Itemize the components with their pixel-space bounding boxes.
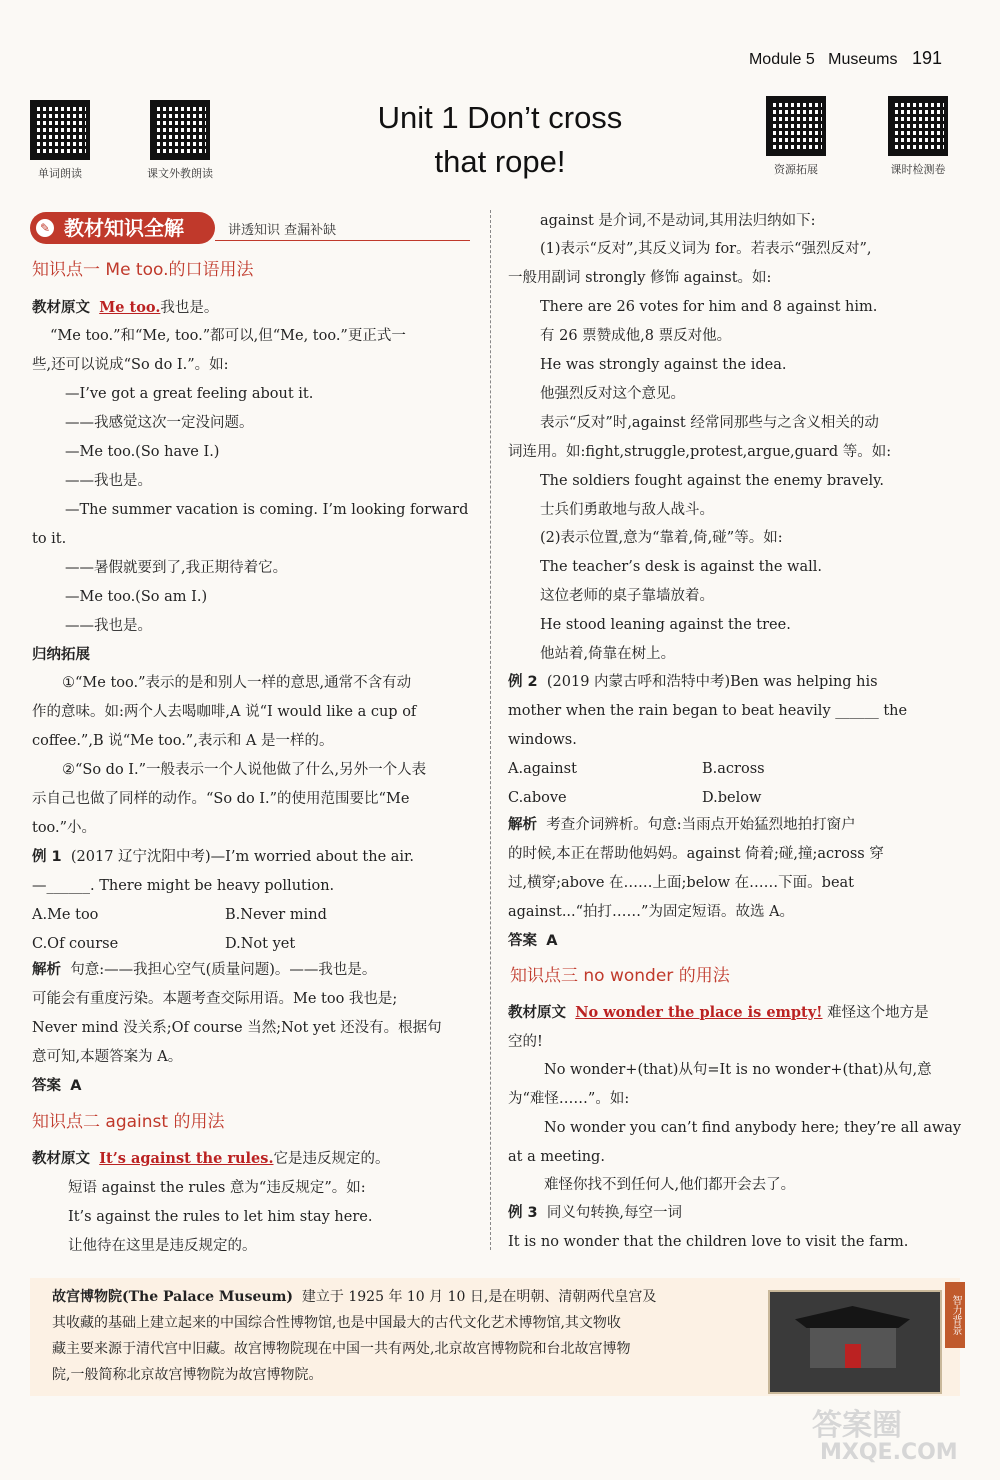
answer-line: 答案 A xyxy=(32,1078,82,1094)
text-line: —I’ve got a great feeling about it. xyxy=(65,386,314,402)
banner-subtitle: 讲透知识 查漏补缺 xyxy=(228,223,337,238)
text-line: 为“难怪……”。如: xyxy=(508,1091,630,1107)
analysis-line: 解析 句意:——我担心空气(质量问题)。——我也是。 xyxy=(32,962,377,978)
text-line: 的时候,本正在帮助他妈妈。against 倚着;碰,撞;across 穿 xyxy=(508,846,884,862)
qr-label: 资源拓展 xyxy=(774,163,818,176)
text-line: 教材原文 Me too.我也是。 xyxy=(32,299,219,316)
text-line: 作的意味。如:两个人去喝咖啡,A 说“I would like a cup of xyxy=(32,704,417,720)
text-line: No wonder you can’t find anybody here; they’re all away xyxy=(544,1120,962,1136)
text-line: against...“拍打……”为固定短语。故选 A。 xyxy=(508,904,795,920)
knowledge-point-heading: 知识点二 against 的用法 xyxy=(32,1112,225,1132)
option: A.against xyxy=(508,761,577,777)
answer-line: 答案 A xyxy=(508,933,558,949)
module-label: Module 5 xyxy=(748,51,815,68)
text-line: “Me too.”和“Me, too.”都可以,但“Me, too.”更正式一 xyxy=(50,328,406,344)
text-line: 难怪你找不到任何人,他们都开会去了。 xyxy=(544,1177,796,1193)
box-line: 院,一般简称北京故宫博物院为故宫博物院。 xyxy=(52,1367,323,1383)
text-line: 他强烈反对这个意见。 xyxy=(540,386,685,402)
text-line: 他站着,倚靠在树上。 xyxy=(540,646,676,662)
text-line: It’s against the rules to let him stay here. xyxy=(68,1209,373,1225)
option: C.Of course xyxy=(32,936,119,952)
text-line: ——我也是。 xyxy=(65,473,152,489)
text-line: 表示“反对”时,against 经常同那些与之含义相关的动 xyxy=(540,415,879,431)
option: D.Not yet xyxy=(225,936,296,952)
text-line: ——我也是。 xyxy=(65,618,152,634)
box-line: 故宫博物院(The Palace Museum) 建立于 1925 年 10 月 10 日,是在明朝、清朝两代皇宫及 xyxy=(52,1289,657,1305)
text-line: —Me too.(So have I.) xyxy=(65,444,220,460)
text-line: —Me too.(So am I.) xyxy=(65,589,208,605)
text-line: 有 26 票赞成他,8 票反对他。 xyxy=(540,328,732,344)
text-line: No wonder+(that)从句=It is no wonder+(that)从句,意 xyxy=(544,1062,932,1078)
example-line: 例 3 同义句转换,每空一词 xyxy=(508,1205,682,1221)
text-line: The soldiers fought against the enemy bravely. xyxy=(540,473,884,489)
option: B.across xyxy=(702,761,765,777)
text-line: 词连用。如:fight,struggle,protest,argue,guard 等。如: xyxy=(508,444,892,460)
text-line: 这位老师的桌子靠墙放着。 xyxy=(540,588,714,604)
text-line: —______. There might be heavy pollution. xyxy=(32,878,335,894)
text-line: coffee.”,B 说“Me too.”,表示和 A 是一样的。 xyxy=(32,733,334,749)
text-line: 可能会有重度污染。本题考查交际用语。Me too 我也是; xyxy=(32,991,398,1007)
text-line: 示自己也做了同样的动作。“So do I.”的使用范围要比“Me xyxy=(32,791,410,807)
text-line: at a meeting. xyxy=(508,1149,605,1165)
page-header xyxy=(749,48,942,69)
text-line: It is no wonder that the children love to visit the farm. xyxy=(508,1234,909,1250)
text-line: 士兵们勇敢地与敌人战斗。 xyxy=(540,502,714,518)
text-line: —The summer vacation is coming. I’m looking forward xyxy=(65,502,469,518)
example-line: 例 2 (2019 内蒙古呼和浩特中考)Ben was helping his xyxy=(508,674,878,690)
text-line: 些,还可以说成“So do I.”。如: xyxy=(32,357,229,373)
page-number: 191 xyxy=(911,48,942,68)
qr-label: 课时检测卷 xyxy=(890,163,946,176)
palace-gate-shape xyxy=(845,1344,861,1368)
text-line: 空的! xyxy=(508,1034,543,1050)
divider xyxy=(215,240,470,241)
text-line: The teacher’s desk is against the wall. xyxy=(540,559,822,575)
column-divider xyxy=(490,210,491,1250)
box-line: 藏主要来源于清代宫中旧藏。故宫博物院现在中国一共有两处,北京故宫博物院和台北故宫博物 xyxy=(52,1341,631,1357)
box-line: 其收藏的基础上建立起来的中国综合性博物馆,也是中国最大的古代文化艺术博物馆,其文物收 xyxy=(52,1315,621,1331)
text-line: He was strongly against the idea. xyxy=(540,357,787,373)
section-banner: 教材知识全解 xyxy=(30,212,215,244)
subheading: 归纳拓展 xyxy=(32,647,90,663)
qr-label: 单词朗读 xyxy=(38,167,82,180)
knowledge-point-heading: 知识点三 no wonder 的用法 xyxy=(510,966,730,986)
text-line: ②“So do I.”一般表示一个人说他做了什么,另外一个人表 xyxy=(62,762,427,778)
unit-title-line2: that rope! xyxy=(434,144,566,179)
text-line: too.”小。 xyxy=(32,820,97,836)
example-line: 例 1 (2017 辽宁沈阳中考)—I’m worried about the air. xyxy=(32,849,415,865)
text-line: There are 26 votes for him and 8 against him. xyxy=(540,299,878,315)
analysis-line: 解析 考查介词辨析。句意:当雨点开始猛烈地拍打窗户 xyxy=(508,817,856,833)
option: C.above xyxy=(508,790,567,806)
text-line: against 是介词,不是动词,其用法归纳如下: xyxy=(540,213,816,229)
text-line: He stood leaning against the tree. xyxy=(540,617,791,633)
text-line: 让他待在这里是违反规定的。 xyxy=(68,1238,257,1254)
text-line: (1)表示“反对”,其反义词为 for。若表示“强烈反对”, xyxy=(540,241,872,257)
watermark-url: MXQE.COM xyxy=(820,1440,958,1465)
unit-title: Unit 1 Don’t cross xyxy=(377,100,623,135)
book-icon: ✎ xyxy=(36,219,54,237)
text-line: ——暑假就要到了,我正期待着它。 xyxy=(65,560,288,576)
text-line: 教材原文 No wonder the place is empty! 难怪这个地方是 xyxy=(508,1004,929,1021)
qr-label: 课文外教朗读 xyxy=(147,167,213,180)
text-line: 过,横穿;above 在……上面;below 在……下面。beat xyxy=(508,875,855,891)
text-line: (2)表示位置,意为“靠着,倚,碰”等。如: xyxy=(540,530,783,546)
text-line: to it. xyxy=(32,531,67,547)
text-line: ——我感觉这次一定没问题。 xyxy=(65,415,254,431)
watermark-logo: 答案圈 xyxy=(812,1408,902,1443)
text-line: 意可知,本题答案为 A。 xyxy=(32,1049,183,1065)
text-line: windows. xyxy=(508,732,577,748)
section-label: Museums xyxy=(828,51,898,68)
text-line: mother when the rain began to beat heavily ______ the xyxy=(508,703,908,719)
text-line: Never mind 没关系;Of course 当然;Not yet 还没有。根据句 xyxy=(32,1020,442,1036)
text-line: 一般用副词 strongly 修饰 against。如: xyxy=(508,270,772,286)
side-tag: 智力背景 xyxy=(945,1282,965,1348)
knowledge-point-heading: 知识点一 Me too.的口语用法 xyxy=(32,260,254,280)
text-line: 短语 against the rules 意为“违反规定”。如: xyxy=(68,1180,366,1196)
option: D.below xyxy=(702,790,762,806)
option: B.Never mind xyxy=(225,907,327,923)
text-line: 教材原文 It’s against the rules.它是违反规定的。 xyxy=(32,1150,390,1167)
option: A.Me too xyxy=(32,907,99,923)
text-line: ①“Me too.”表示的是和别人一样的意思,通常不含有动 xyxy=(62,675,412,691)
